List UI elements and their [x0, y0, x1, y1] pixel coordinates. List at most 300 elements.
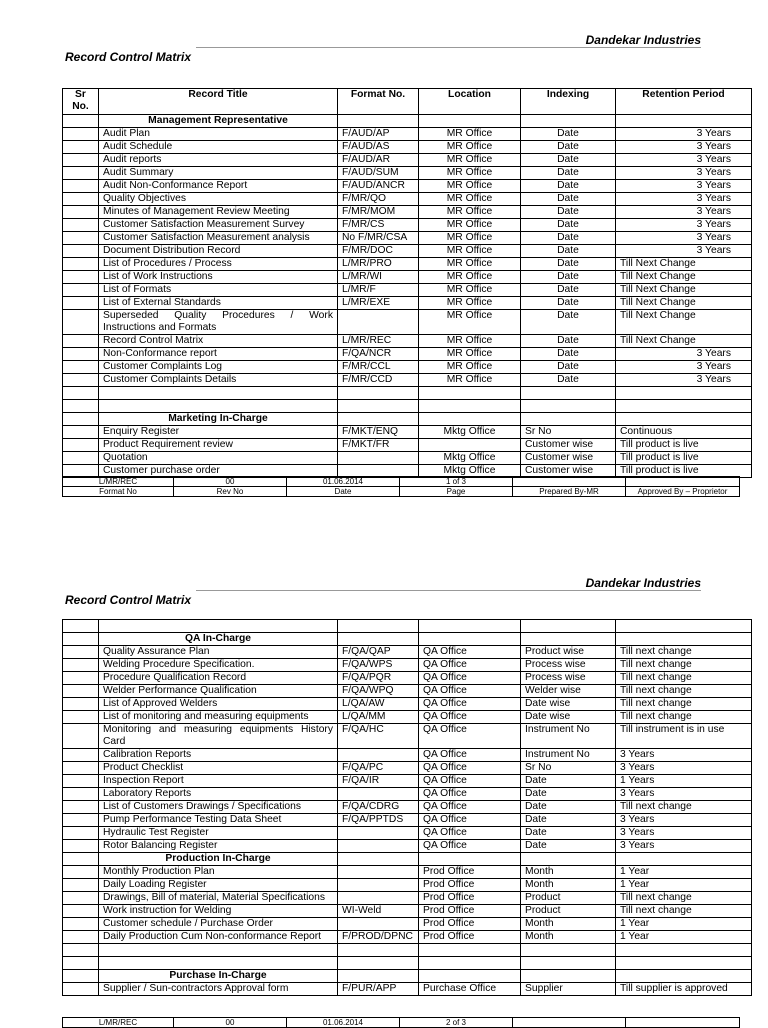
retention-cell: 3 Years — [616, 788, 752, 801]
indexing-cell: Date — [521, 827, 616, 840]
retention-cell: Till Next Change — [616, 271, 752, 284]
location-cell: MR Office — [419, 219, 521, 232]
empty-cell — [63, 944, 99, 957]
footer-approved-value — [626, 1018, 740, 1028]
record-title-cell: Quality Assurance Plan — [99, 646, 338, 659]
retention-cell: Till instrument is in use — [616, 724, 752, 749]
retention-cell: 3 Years — [616, 814, 752, 827]
retention-cell: 1 Years — [616, 775, 752, 788]
indexing-cell: Date wise — [521, 711, 616, 724]
sr-no-cell — [63, 633, 99, 646]
retention-cell: Till Next Change — [616, 258, 752, 271]
format-no-cell: F/AUD/AS — [338, 141, 419, 154]
empty-cell — [99, 944, 338, 957]
format-no-cell: F/QA/PQR — [338, 672, 419, 685]
format-no-cell: L/MR/F — [338, 284, 419, 297]
indexing-cell: Date — [521, 193, 616, 206]
indexing-cell: Product wise — [521, 646, 616, 659]
blank-row — [63, 944, 752, 957]
record-title-cell: Customer schedule / Purchase Order — [99, 918, 338, 931]
record-title-cell: Customer purchase order — [99, 465, 338, 478]
location-cell: QA Office — [419, 788, 521, 801]
footer-format-no-value: L/MR/REC — [63, 477, 174, 487]
format-no-cell: L/MR/PRO — [338, 258, 419, 271]
location-cell: MR Office — [419, 284, 521, 297]
empty-cell — [338, 957, 419, 970]
retention-cell: 3 Years — [616, 361, 752, 374]
footer-date-value: 01.06.2014 — [287, 1018, 400, 1028]
location-cell: MR Office — [419, 141, 521, 154]
record-title-cell: Non-Conformance report — [99, 348, 338, 361]
indexing-cell: Month — [521, 879, 616, 892]
location-cell: QA Office — [419, 827, 521, 840]
indexing-cell: Date — [521, 801, 616, 814]
retention-cell: 3 Years — [616, 193, 752, 206]
indexing-cell: Date — [521, 788, 616, 801]
record-title-cell: Audit Summary — [99, 167, 338, 180]
indexing-cell: Date — [521, 258, 616, 271]
format-no-cell — [338, 840, 419, 853]
location-cell: Mktg Office — [419, 452, 521, 465]
table-row — [63, 724, 752, 749]
location-cell: MR Office — [419, 348, 521, 361]
record-title-cell: List of Work Instructions — [99, 271, 338, 284]
location-cell: MR Office — [419, 232, 521, 245]
location-cell: QA Office — [419, 775, 521, 788]
format-no-cell: F/QA/IR — [338, 775, 419, 788]
sr-no-cell — [63, 879, 99, 892]
empty-cell — [338, 970, 419, 983]
table-row — [63, 905, 752, 918]
section-heading: Production In-Charge — [99, 853, 338, 866]
location-cell: Purchase Office — [419, 983, 521, 996]
location-cell: QA Office — [419, 672, 521, 685]
format-no-cell: F/AUD/AP — [338, 128, 419, 141]
format-no-cell: F/MR/CCL — [338, 361, 419, 374]
indexing-cell: Date — [521, 335, 616, 348]
retention-cell: Till next change — [616, 698, 752, 711]
record-matrix-table-page-2 — [62, 619, 752, 996]
location-cell: MR Office — [419, 245, 521, 258]
record-title-cell: Monitoring and measuring equipments History Card — [99, 724, 338, 749]
empty-cell — [419, 853, 521, 866]
location-cell: Prod Office — [419, 905, 521, 918]
empty-cell — [338, 944, 419, 957]
retention-cell: 3 Years — [616, 348, 752, 361]
retention-cell: 1 Year — [616, 918, 752, 931]
location-cell: Mktg Office — [419, 426, 521, 439]
record-title-cell: List of External Standards — [99, 297, 338, 310]
table-row — [63, 788, 752, 801]
empty-cell — [616, 957, 752, 970]
record-title-cell: Customer Complaints Log — [99, 361, 338, 374]
format-no-cell: L/MR/REC — [338, 335, 419, 348]
retention-cell: Till next change — [616, 711, 752, 724]
sr-no-cell — [63, 659, 99, 672]
indexing-cell: Date — [521, 840, 616, 853]
company-name-page-2: Dandekar Industries — [585, 576, 701, 590]
retention-cell: 3 Years — [616, 374, 752, 387]
retention-cell: 3 Years — [616, 180, 752, 193]
empty-cell — [338, 633, 419, 646]
sr-no-cell — [63, 853, 99, 866]
indexing-cell: Date — [521, 167, 616, 180]
location-cell: MR Office — [419, 180, 521, 193]
record-title-cell: Calibration Reports — [99, 749, 338, 762]
record-title-cell: Inspection Report — [99, 775, 338, 788]
retention-cell: 3 Years — [616, 128, 752, 141]
retention-cell: 3 Years — [616, 141, 752, 154]
sr-no-cell — [63, 685, 99, 698]
sr-no-cell — [63, 866, 99, 879]
table-row — [63, 659, 752, 672]
record-title-cell: Product Requirement review — [99, 439, 338, 452]
format-no-cell: F/AUD/AR — [338, 154, 419, 167]
record-title-cell: Superseded Quality Procedures / Work Instructions and Formats — [99, 310, 338, 335]
footer-label-prepared-by: Prepared By-MR — [513, 487, 626, 497]
location-cell: Prod Office — [419, 931, 521, 944]
retention-cell: Continuous — [616, 426, 752, 439]
format-no-cell: F/QA/WPQ — [338, 685, 419, 698]
table-row — [63, 749, 752, 762]
footer-prepared-value — [513, 1018, 626, 1028]
footer-rev-no-value: 00 — [174, 1018, 287, 1028]
retention-cell: Till next change — [616, 659, 752, 672]
footer-rev-no-value: 00 — [174, 477, 287, 487]
format-no-cell: F/QA/NCR — [338, 348, 419, 361]
indexing-cell: Customer wise — [521, 465, 616, 478]
indexing-cell: Date — [521, 206, 616, 219]
location-cell: Mktg Office — [419, 465, 521, 478]
document-title: Record Control Matrix — [65, 50, 192, 64]
retention-cell: Till next change — [616, 892, 752, 905]
record-title-cell: Supplier / Sun-contractors Approval form — [99, 983, 338, 996]
record-title-cell: List of Formats — [99, 284, 338, 297]
indexing-cell: Date — [521, 141, 616, 154]
table-row — [63, 801, 752, 814]
format-no-cell: F/PUR/APP — [338, 983, 419, 996]
format-no-cell — [338, 892, 419, 905]
indexing-cell: Month — [521, 931, 616, 944]
retention-cell: Till supplier is approved — [616, 983, 752, 996]
table-row — [63, 646, 752, 659]
indexing-cell: Product — [521, 905, 616, 918]
record-title-cell: Quality Objectives — [99, 193, 338, 206]
indexing-cell: Product — [521, 892, 616, 905]
indexing-cell: Date — [521, 232, 616, 245]
format-no-cell: F/QA/PC — [338, 762, 419, 775]
indexing-cell: Date — [521, 245, 616, 258]
location-cell: MR Office — [419, 154, 521, 167]
col-header-sr-no: Sr No. — [63, 89, 99, 115]
indexing-cell: Welder wise — [521, 685, 616, 698]
page-2-body — [63, 633, 752, 996]
retention-cell: Till Next Change — [616, 297, 752, 310]
format-no-cell: F/MR/DOC — [338, 245, 419, 258]
empty-cell — [419, 970, 521, 983]
section-heading: Management Representative — [99, 115, 338, 128]
empty-cell — [616, 853, 752, 866]
col-header-retention-period: Retention Period — [616, 89, 752, 115]
location-cell: QA Office — [419, 749, 521, 762]
record-title-cell: Quotation — [99, 452, 338, 465]
indexing-cell: Process wise — [521, 672, 616, 685]
footer-label-rev-no: Rev No — [174, 487, 287, 497]
location-cell: MR Office — [419, 128, 521, 141]
location-cell: QA Office — [419, 724, 521, 749]
location-cell: QA Office — [419, 698, 521, 711]
location-cell: MR Office — [419, 335, 521, 348]
record-title-cell: Drawings, Bill of material, Material Specifications — [99, 892, 338, 905]
empty-cell — [419, 944, 521, 957]
sr-no-cell — [63, 724, 99, 749]
table-row — [63, 918, 752, 931]
table-row — [63, 698, 752, 711]
empty-cell — [63, 957, 99, 970]
indexing-cell: Month — [521, 918, 616, 931]
table-row — [63, 711, 752, 724]
format-no-cell: F/AUD/ANCR — [338, 180, 419, 193]
format-no-cell — [338, 879, 419, 892]
retention-cell: 3 Years — [616, 232, 752, 245]
retention-cell: 3 Years — [616, 167, 752, 180]
empty-cell — [616, 944, 752, 957]
indexing-cell: Sr No — [521, 762, 616, 775]
retention-cell: Till next change — [616, 905, 752, 918]
format-no-cell: F/MKT/ENQ — [338, 426, 419, 439]
section-heading: QA In-Charge — [99, 633, 338, 646]
indexing-cell: Date — [521, 775, 616, 788]
indexing-cell: Sr No — [521, 426, 616, 439]
indexing-cell: Date — [521, 271, 616, 284]
sr-no-cell — [63, 840, 99, 853]
empty-cell — [521, 957, 616, 970]
format-no-cell: F/AUD/SUM — [338, 167, 419, 180]
sr-no-cell — [63, 711, 99, 724]
record-title-cell: Enquiry Register — [99, 426, 338, 439]
format-no-cell: No F/MR/CSA — [338, 232, 419, 245]
indexing-cell: Customer wise — [521, 452, 616, 465]
format-no-cell — [338, 918, 419, 931]
sr-no-cell — [63, 801, 99, 814]
record-title-cell: Welder Performance Qualification — [99, 685, 338, 698]
table-row — [63, 983, 752, 996]
record-title-cell: Pump Performance Testing Data Sheet — [99, 814, 338, 827]
location-cell: Prod Office — [419, 866, 521, 879]
location-cell: MR Office — [419, 167, 521, 180]
section-heading-row — [63, 853, 752, 866]
sr-no-cell — [63, 827, 99, 840]
sr-no-cell — [63, 788, 99, 801]
indexing-cell: Date — [521, 284, 616, 297]
format-no-cell: F/MR/QO — [338, 193, 419, 206]
indexing-cell: Instrument No — [521, 724, 616, 749]
footer-format-no-value: L/MR/REC — [63, 1018, 174, 1028]
empty-cell — [616, 970, 752, 983]
retention-cell: 3 Years — [616, 840, 752, 853]
location-cell: MR Office — [419, 361, 521, 374]
record-title-cell: Monthly Production Plan — [99, 866, 338, 879]
header-rule-page-2 — [196, 590, 701, 591]
empty-cell — [616, 633, 752, 646]
retention-cell: 3 Years — [616, 749, 752, 762]
retention-cell: Till Next Change — [616, 284, 752, 297]
indexing-cell: Date — [521, 219, 616, 232]
sr-no-cell — [63, 762, 99, 775]
table-row — [63, 866, 752, 879]
table-row — [63, 672, 752, 685]
record-title-cell: Audit Schedule — [99, 141, 338, 154]
retention-cell: 3 Years — [616, 827, 752, 840]
footer-label-page: Page — [400, 487, 513, 497]
sr-no-cell — [63, 918, 99, 931]
record-title-cell: Procedure Qualification Record — [99, 672, 338, 685]
sr-no-cell — [63, 672, 99, 685]
retention-cell: Till product is live — [616, 439, 752, 452]
indexing-cell: Date — [521, 361, 616, 374]
location-cell: MR Office — [419, 310, 521, 335]
location-cell: QA Office — [419, 659, 521, 672]
empty-cell — [99, 957, 338, 970]
empty-cell — [521, 970, 616, 983]
sr-no-cell — [63, 892, 99, 905]
location-cell: Prod Office — [419, 892, 521, 905]
indexing-cell: Month — [521, 866, 616, 879]
footer-label-approved-by: Approved By – Proprietor — [626, 487, 740, 497]
location-cell: MR Office — [419, 271, 521, 284]
record-title-cell: List of Approved Welders — [99, 698, 338, 711]
table-row — [63, 814, 752, 827]
footer-page-value: 1 of 3 — [400, 477, 513, 487]
location-cell: QA Office — [419, 801, 521, 814]
format-no-cell — [338, 827, 419, 840]
record-title-cell: Audit Non-Conformance Report — [99, 180, 338, 193]
record-title-cell: Work instruction for Welding — [99, 905, 338, 918]
retention-cell: 3 Years — [616, 206, 752, 219]
record-title-cell: Customer Complaints Details — [99, 374, 338, 387]
location-cell: QA Office — [419, 646, 521, 659]
format-no-cell: F/MR/CCD — [338, 374, 419, 387]
retention-cell: 1 Year — [616, 931, 752, 944]
indexing-cell: Customer wise — [521, 439, 616, 452]
location-cell: MR Office — [419, 193, 521, 206]
format-no-cell — [338, 788, 419, 801]
format-no-cell: F/QA/WPS — [338, 659, 419, 672]
location-cell: QA Office — [419, 711, 521, 724]
indexing-cell: Process wise — [521, 659, 616, 672]
empty-cell — [521, 633, 616, 646]
format-no-cell: F/MR/CS — [338, 219, 419, 232]
sr-no-cell — [63, 970, 99, 983]
location-cell: MR Office — [419, 206, 521, 219]
retention-cell: 3 Years — [616, 245, 752, 258]
format-no-cell: F/QA/PPTDS — [338, 814, 419, 827]
location-cell: MR Office — [419, 297, 521, 310]
document-title-page-2: Record Control Matrix — [65, 593, 192, 607]
format-no-cell: L/QA/MM — [338, 711, 419, 724]
indexing-cell: Supplier — [521, 983, 616, 996]
indexing-cell: Date — [521, 310, 616, 335]
location-cell: MR Office — [419, 258, 521, 271]
section-heading: Marketing In-Charge — [99, 413, 338, 426]
retention-cell: Till Next Change — [616, 335, 752, 348]
table-row — [63, 762, 752, 775]
table-row — [63, 931, 752, 944]
col-header-format-no: Format No. — [338, 89, 419, 115]
retention-cell: Till next change — [616, 646, 752, 659]
location-cell: QA Office — [419, 685, 521, 698]
format-no-cell: L/MR/EXE — [338, 297, 419, 310]
location-cell: Prod Office — [419, 918, 521, 931]
format-no-cell: F/QA/QAP — [338, 646, 419, 659]
sr-no-cell — [63, 983, 99, 996]
footer-date-value: 01.06.2014 — [287, 477, 400, 487]
indexing-cell: Date — [521, 348, 616, 361]
format-no-cell — [338, 749, 419, 762]
format-no-cell: L/MR/WI — [338, 271, 419, 284]
format-no-cell — [338, 866, 419, 879]
indexing-cell: Instrument No — [521, 749, 616, 762]
footer-values-row-page-2 — [63, 1018, 740, 1028]
record-title-cell: Welding Procedure Specification. — [99, 659, 338, 672]
record-title-cell: Daily Production Cum Non-conformance Report — [99, 931, 338, 944]
record-title-cell: Record Control Matrix — [99, 335, 338, 348]
location-cell: Prod Office — [419, 879, 521, 892]
record-title-cell: Hydraulic Test Register — [99, 827, 338, 840]
sr-no-cell — [63, 646, 99, 659]
record-title-cell: List of monitoring and measuring equipments — [99, 711, 338, 724]
retention-cell: Till Next Change — [616, 310, 752, 335]
retention-cell: 1 Year — [616, 879, 752, 892]
record-title-cell: List of Procedures / Process — [99, 258, 338, 271]
col-header-location: Location — [419, 89, 521, 115]
indexing-cell: Date wise — [521, 698, 616, 711]
record-title-cell: Customer Satisfaction Measurement Survey — [99, 219, 338, 232]
retention-cell: Till product is live — [616, 465, 752, 478]
sr-no-cell — [63, 905, 99, 918]
record-title-cell: Customer Satisfaction Measurement analysis — [99, 232, 338, 245]
retention-cell: Till next change — [616, 801, 752, 814]
sr-no-cell — [63, 698, 99, 711]
company-name: Dandekar Industries — [585, 33, 701, 47]
table-row — [63, 827, 752, 840]
record-title-cell: Audit reports — [99, 154, 338, 167]
table-row — [63, 840, 752, 853]
empty-cell — [419, 957, 521, 970]
retention-cell: 1 Year — [616, 866, 752, 879]
location-cell: QA Office — [419, 840, 521, 853]
format-no-cell: F/PROD/DPNC — [338, 931, 419, 944]
format-no-cell: F/MR/MOM — [338, 206, 419, 219]
sr-no-cell — [63, 775, 99, 788]
blank-row — [63, 957, 752, 970]
footer-label-format-no: Format No — [63, 487, 174, 497]
location-cell: QA Office — [419, 814, 521, 827]
record-title-cell: Daily Loading Register — [99, 879, 338, 892]
retention-cell: 3 Years — [616, 219, 752, 232]
col-header-record-title: Record Title — [99, 89, 338, 115]
format-no-cell: F/QA/CDRG — [338, 801, 419, 814]
record-title-cell: Audit Plan — [99, 128, 338, 141]
footer-page-value: 2 of 3 — [400, 1018, 513, 1028]
indexing-cell: Date — [521, 128, 616, 141]
record-title-cell: List of Customers Drawings / Specifications — [99, 801, 338, 814]
form-footer-page-2 — [62, 1017, 740, 1028]
location-cell: QA Office — [419, 762, 521, 775]
retention-cell: Till product is live — [616, 452, 752, 465]
footer-label-date: Date — [287, 487, 400, 497]
record-title-cell: Product Checklist — [99, 762, 338, 775]
